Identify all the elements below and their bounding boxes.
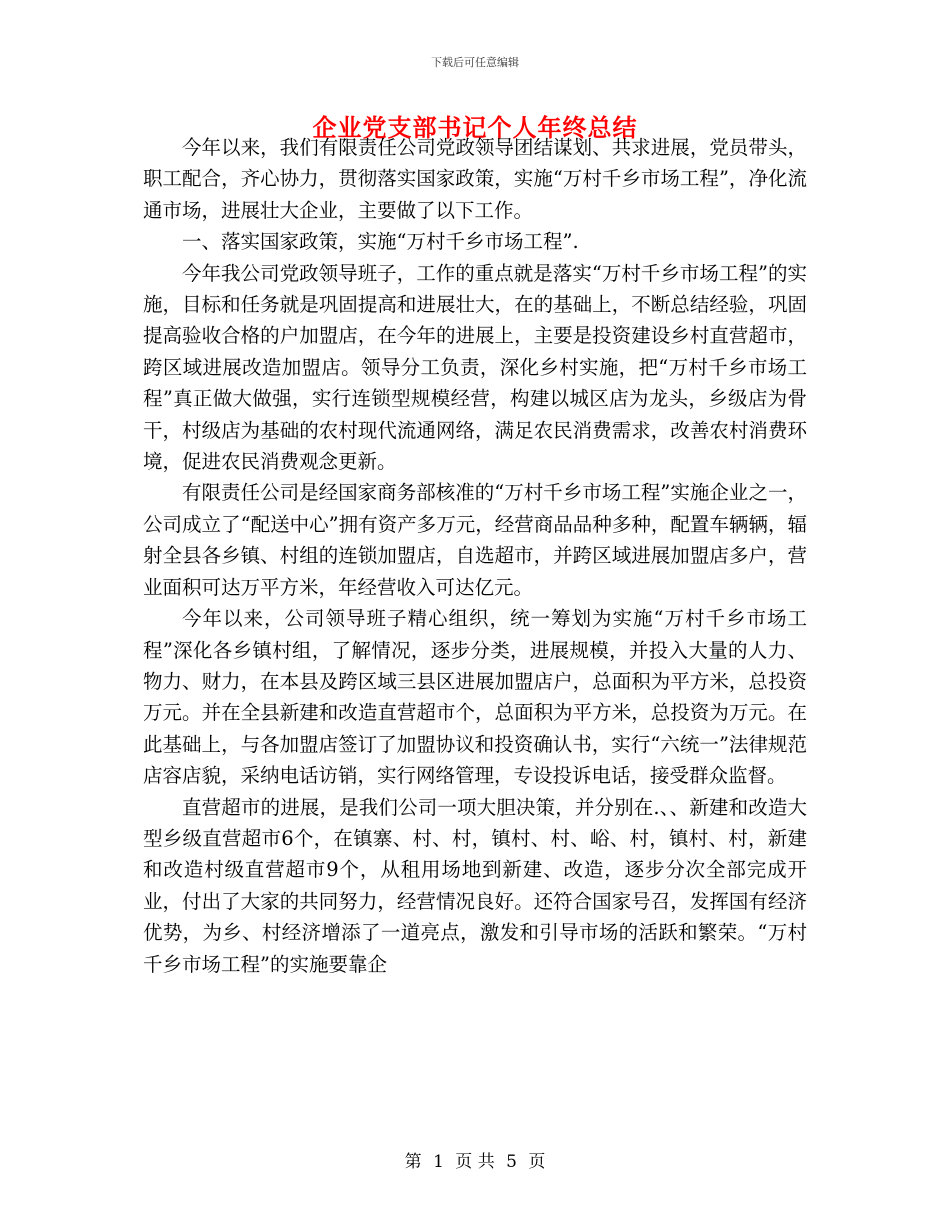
header-note: 下载后可任意编辑 xyxy=(431,56,519,69)
paragraph-2: 一、落实国家政策，实施“万村千乡市场工程”. xyxy=(182,230,579,254)
footer-suffix: 页 xyxy=(528,1152,546,1172)
paragraph-4: 有限责任公司是经国家商务部核准的“万村千乡市场工程”实施企业之一，公司成立了“配送中心”拥有资产多万元，经营商品品种多种，配置车辆辆，辐射全县各乡镇、村组的连锁加盟店，自选超市，并跨区域进展加盟店多户，营业面积可达万平方米，年经营收入可达亿元。 xyxy=(143,481,807,599)
paragraph-5: 今年以来，公司领导班子精心组织，统一筹划为实施“万村千乡市场工程”深化各乡镇村组，了解情况，逐步分类，进展规模，并投入大量的人力、物力、财力，在本县及跨区域三县区进展加盟店户，总面积为平方米，总投资万元。并在全县新建和改造直营超市个，总面积为平方米，总投资为万元。在此基础上，与各加盟店签订了加盟协议和投资确认书，实行“六统一”法律规范店容店貌，采纳电话访销，实行网络管理，专设投诉电话，接受群众监督。 xyxy=(143,607,807,788)
page-footer xyxy=(0,1147,950,1172)
document-body xyxy=(143,132,807,980)
footer-mid: 页 共 xyxy=(455,1152,495,1172)
paragraph-3: 今年我公司党政领导班子，工作的重点就是落实“万村千乡市场工程”的实施，目标和任务就是巩固提高和进展壮大，在的基础上，不断总结经验，巩固提高验收合格的户加盟店，在今年的进展上，主要是投资建设乡村直营超市，跨区域进展改造加盟店。领导分工负责，深化乡村实施，把“万村千乡市场工程”真正做大做强，实行连锁型规模经营，构建以城区店为龙头，乡级店为骨干，村级店为基础的农村现代流通网络，满足农民消费需求，改善农村消费环境，促进农民消费观念更新。 xyxy=(143,261,807,474)
paragraph-6: 直营超市的进展，是我们公司一项大胆决策，并分别在.、、新建和改造大型乡级直营超市6个，在镇寨、村、村，镇村、村、峪、村，镇村、村，新建和改造村级直营超市9个，从租用场地到新建、改造，逐步分次全部完成开业，付出了大家的共同努力，经营情况良好。还符合国家号召，发挥国有经济优势，为乡、村经济增添了一道亮点，激发和引导市场的活跃和繁荣。“万村千乡市场工程”的实施要靠企 xyxy=(143,795,807,976)
footer-total-pages: 5 xyxy=(506,1152,517,1172)
document-title: 企业党支部书记个人年终总结 xyxy=(312,113,638,142)
paragraph-1: 今年以来，我们有限责任公司党政领导团结谋划、共求进展，党员带头，职工配合，齐心协力，贯彻落实国家政策，实施“万村千乡市场工程”，净化流通市场，进展壮大企业，主要做了以下工作。 xyxy=(143,136,807,222)
footer-current-page: 1 xyxy=(433,1152,444,1172)
footer-prefix: 第 xyxy=(404,1152,422,1172)
